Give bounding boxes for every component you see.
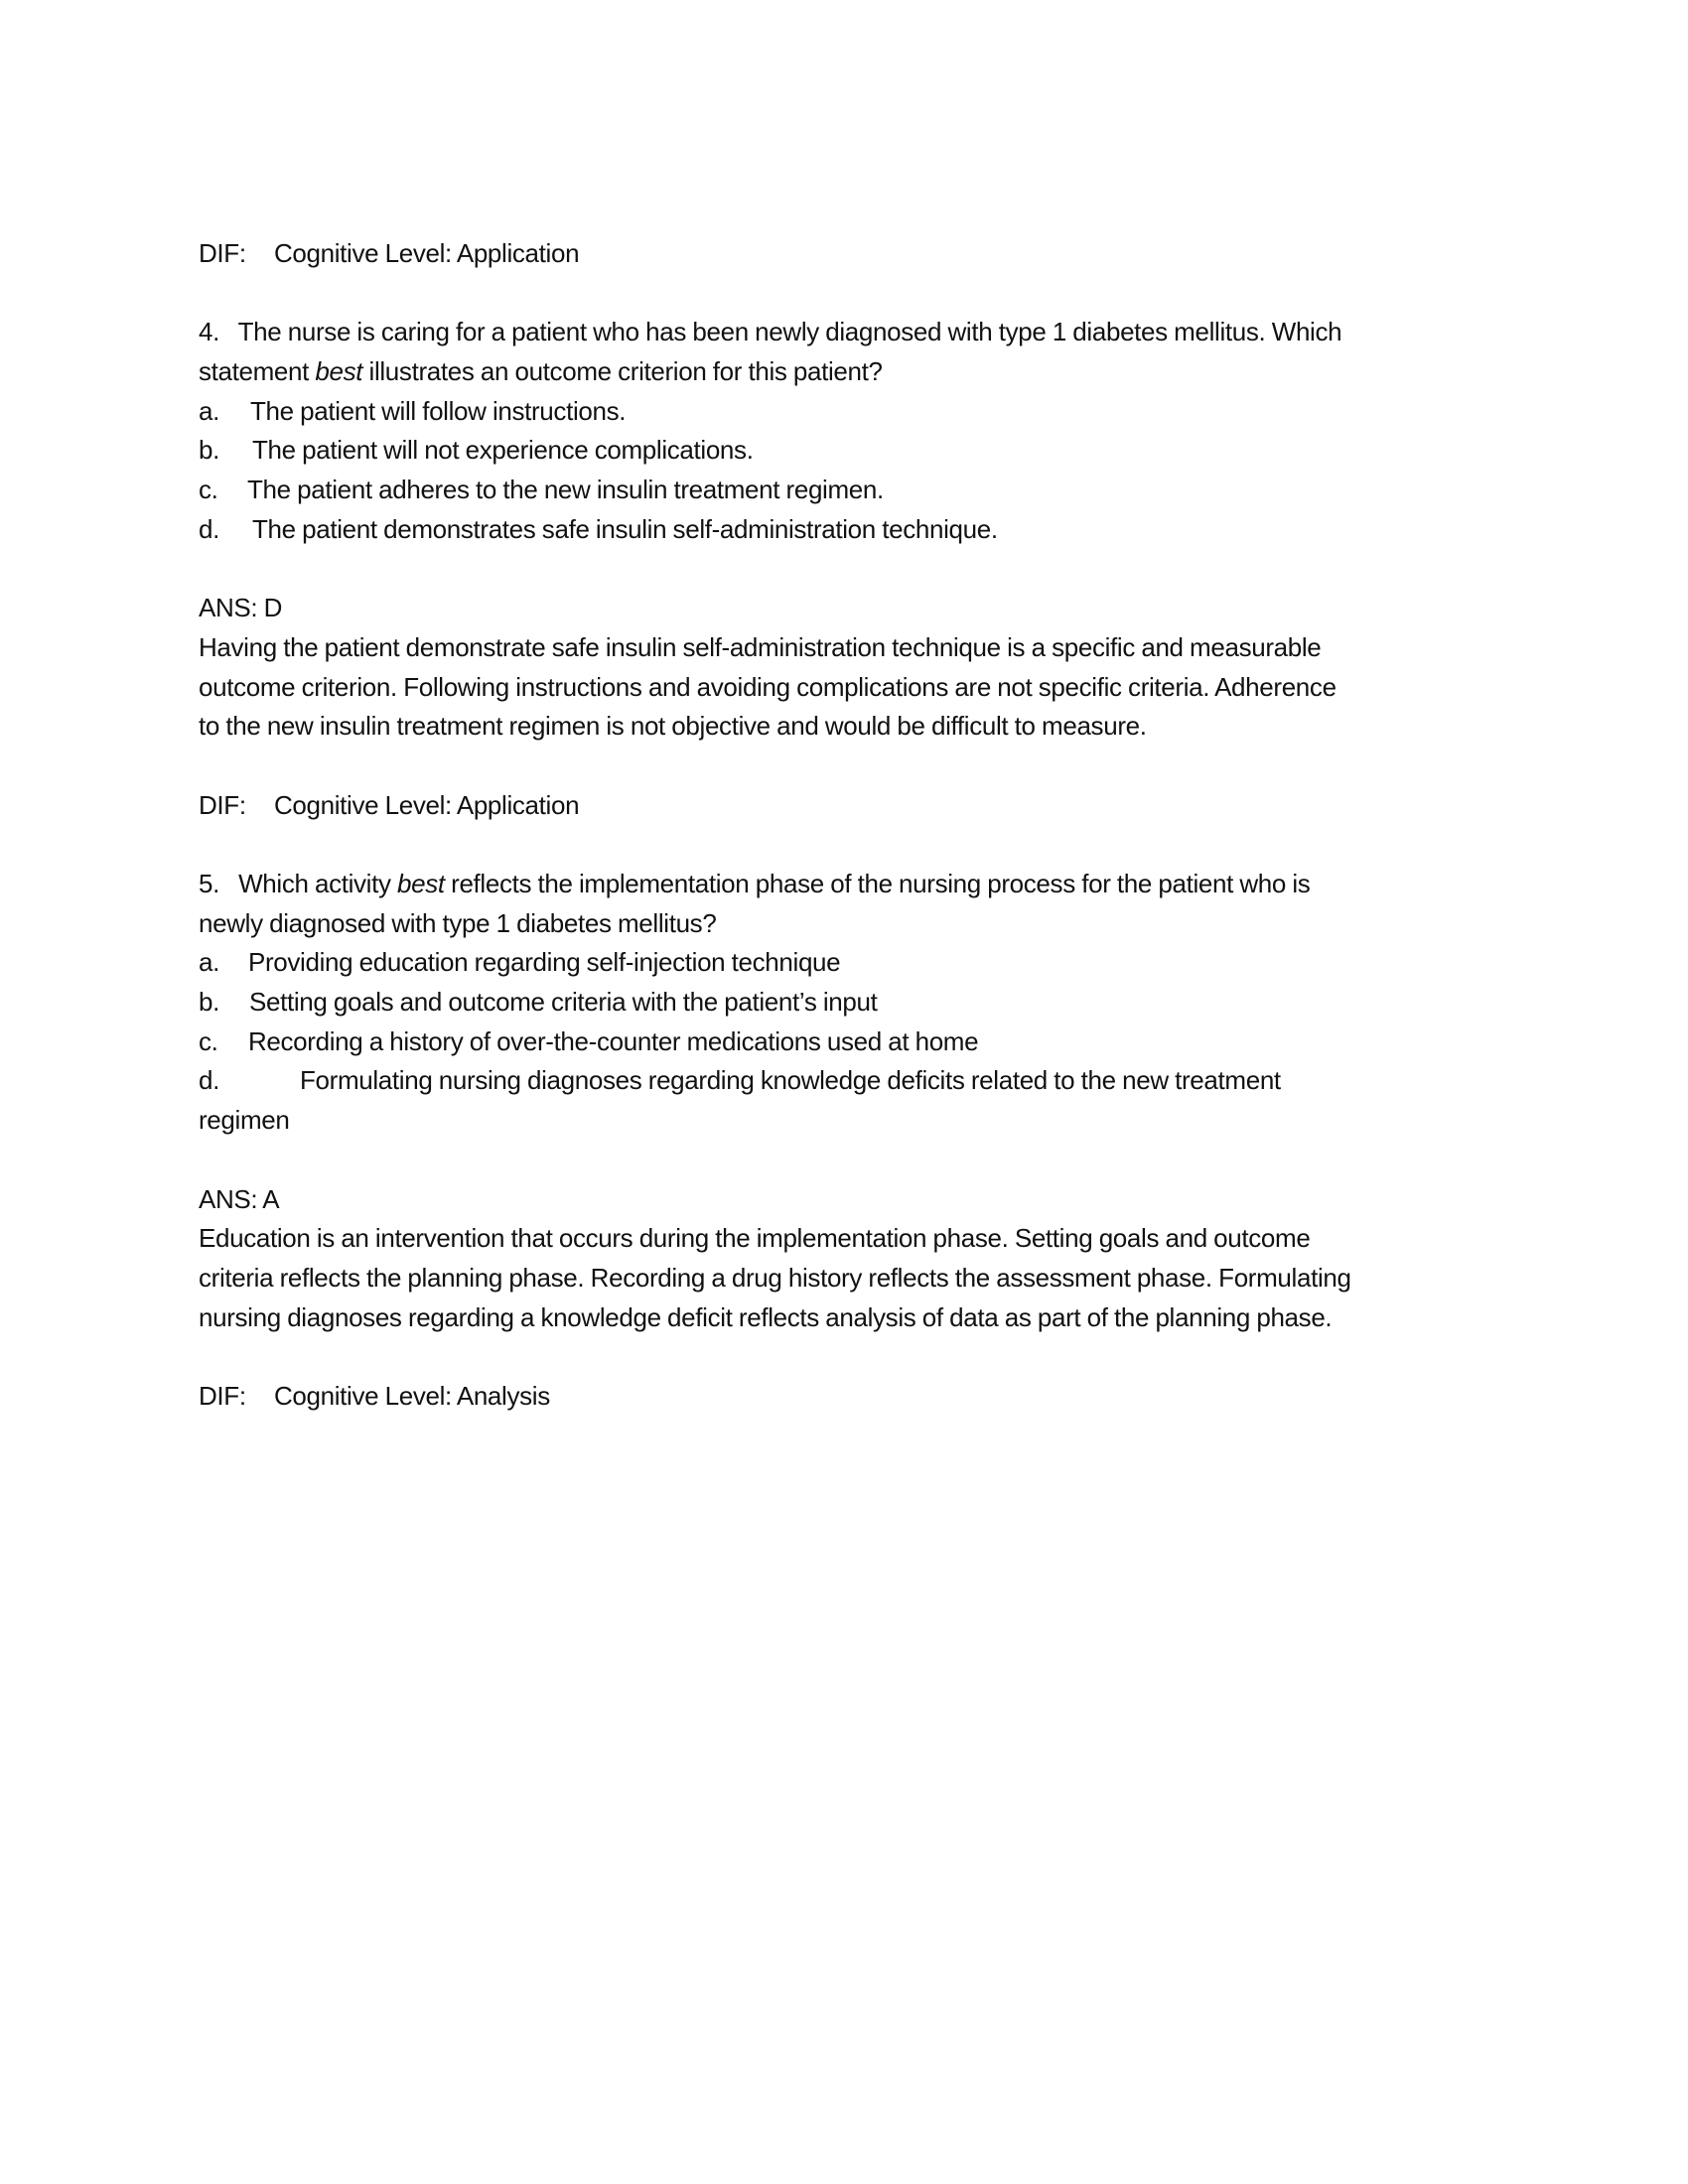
question-number: 5. <box>199 869 219 898</box>
option-text: The patient demonstrates safe insulin self-administration technique. <box>252 513 998 544</box>
rationale-line: criteria reflects the planning phase. Recording a drug history reflects the assessment phase. Formulating <box>199 1262 1351 1293</box>
difficulty-line <box>199 234 1499 274</box>
question-stem-line: newly diagnosed with type 1 diabetes mellitus? <box>199 907 717 938</box>
dif-value: Cognitive Level: Application <box>274 789 580 820</box>
option-continuation: regimen <box>199 1105 290 1136</box>
spacer <box>199 274 1499 314</box>
rationale-line: to the new insulin treatment regimen is not objective and would be difficult to measure. <box>199 711 1147 742</box>
option-label: d. <box>199 1065 219 1096</box>
answer-key: ANS: D <box>199 593 283 623</box>
dif-value: Cognitive Level: Analysis <box>274 1380 550 1411</box>
option-text: Setting goals and outcome criteria with the patient’s input <box>249 987 878 1018</box>
option-label: b. <box>199 987 219 1018</box>
option-label: a. <box>199 947 219 978</box>
spacer <box>199 825 1499 865</box>
question-stem-text: illustrates an outcome criterion for this patient? <box>362 356 883 387</box>
answer-key: ANS: A <box>199 1183 280 1214</box>
answer-option-a <box>199 392 1499 432</box>
difficulty-line <box>199 1377 1499 1417</box>
question-number: 4. <box>199 317 219 347</box>
option-label: d. <box>199 513 219 544</box>
rationale-line: Having the patient demonstrate safe insulin self-administration technique is a specific and measurable <box>199 631 1322 662</box>
question-stem-text: reflects the implementation phase of the nursing process for the patient who is <box>444 869 1311 898</box>
dif-label: DIF: <box>199 1380 246 1411</box>
option-label: c. <box>199 475 218 505</box>
answer-option-b <box>199 983 1499 1023</box>
question-stem-line <box>199 865 1499 904</box>
spacer <box>199 747 1499 786</box>
option-text: The patient will follow instructions. <box>250 395 627 426</box>
emphasis-text: best <box>315 356 363 387</box>
option-label: a. <box>199 395 219 426</box>
dif-value: Cognitive Level: Application <box>274 238 580 268</box>
question-4 <box>199 313 1499 825</box>
question-stem-text: The nurse is caring for a patient who has been newly diagnosed with type 1 diabetes mellitus. Which <box>237 317 1342 347</box>
answer-option-d <box>199 510 1499 550</box>
option-label: b. <box>199 435 219 466</box>
answer-option-c <box>199 1023 1499 1062</box>
difficulty-line <box>199 786 1499 826</box>
answer-option-d <box>199 1061 1499 1101</box>
option-text: The patient will not experience complications. <box>252 435 754 466</box>
answer-option-c <box>199 471 1499 510</box>
option-text: Recording a history of over-the-counter medications used at home <box>248 1025 979 1056</box>
answer-option-b <box>199 431 1499 471</box>
question-stem-line <box>199 352 1499 392</box>
spacer <box>199 550 1499 590</box>
question-5 <box>199 865 1499 1417</box>
rationale-line: Education is an intervention that occurs during the implementation phase. Setting goals and outcome <box>199 1223 1311 1254</box>
spacer <box>199 1141 1499 1180</box>
option-text: Formulating nursing diagnoses regarding knowledge deficits related to the new treatment <box>300 1065 1281 1096</box>
option-text: Providing education regarding self-injection technique <box>248 947 841 978</box>
emphasis-text: best <box>397 869 445 898</box>
dif-label: DIF: <box>199 789 246 820</box>
question-stem-line <box>199 313 1499 352</box>
rationale-line: outcome criterion. Following instructions and avoiding complications are not specific criteria. Adherence <box>199 671 1336 702</box>
option-label: c. <box>199 1025 218 1056</box>
question-stem-text: statement <box>199 356 316 387</box>
rationale-line: nursing diagnoses regarding a knowledge deficit reflects analysis of data as part of the planning phase. <box>199 1301 1333 1332</box>
dif-label: DIF: <box>199 238 246 268</box>
question-stem-text: Which activity <box>238 869 398 898</box>
option-text: The patient adheres to the new insulin treatment regimen. <box>247 475 884 505</box>
answer-option-a <box>199 943 1499 983</box>
spacer <box>199 1337 1499 1377</box>
document-page <box>199 234 1499 1417</box>
